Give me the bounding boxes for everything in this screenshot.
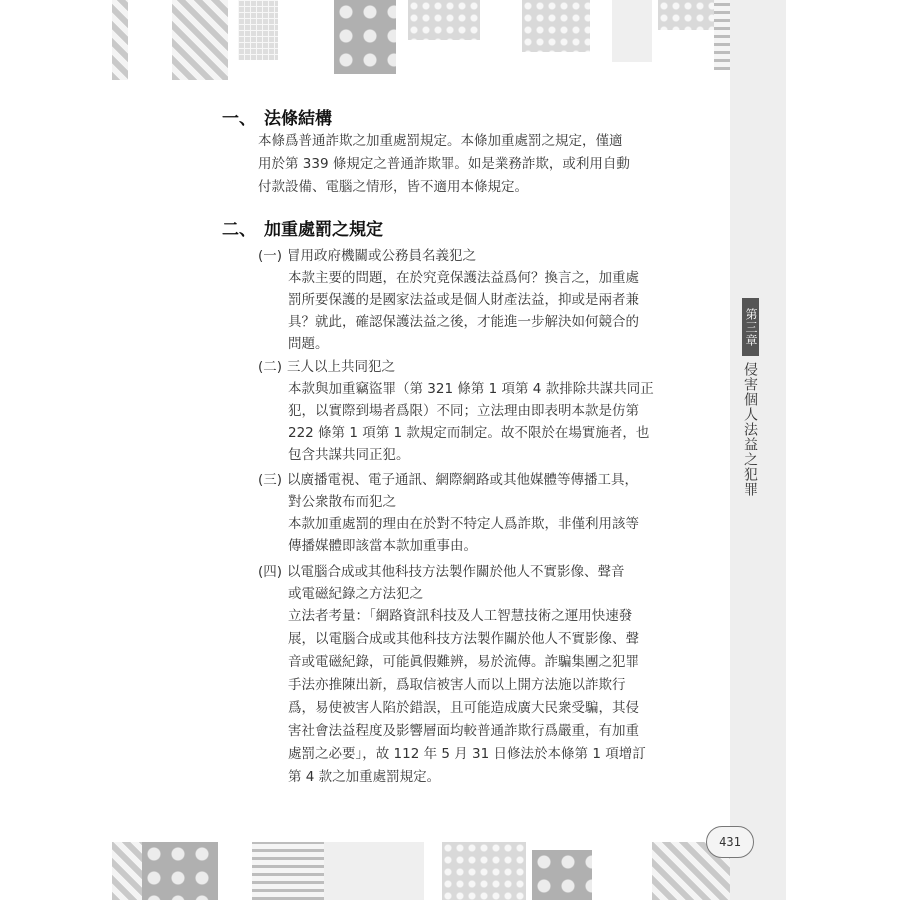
list-item: (二) 三人以上共同犯之 本款與加重竊盜罪（第 321 條第 1 項第 4 款排除共謀共同正 犯，以實際到場者爲限）不同；立法理由即表明本款是仿第 222 條第 1 項第 1 款規定而制定。故不限於在場實施者，也 包含共謀共同正犯。 [258, 356, 688, 466]
section-heading: 一、 法條結構 [222, 109, 332, 129]
item-paragraph: 本款主要的問題，在於究竟保護法益爲何？換言之，加重處 罰所要保護的是國家法益或是個人財產法益，抑或是兩者兼 具？就此，確認保護法益之後，才能進一步解決如何競合的 問題。 [288, 270, 639, 352]
item-paragraph: 立法者考量：「網路資訊科技及人工智慧技術之運用快速發 展，以電腦合成或其他科技方法製作關於他人不實影像、聲 音或電磁紀錄，可能眞假難辨，易於流傳。詐騙集團之犯罪 手法亦推陳出新，爲取信被害人而以上開方法施以詐欺行 爲，易使被害人陷於錯誤，且可能造成廣大民衆受騙，其侵 害社會法益程度及影響層面均較普通詐欺行爲嚴重，有加重 處罰之必要」，故 112 年 5 月 31 日修法於本條第 1 項增訂 第 4 款之加重處罰規定。 [288, 608, 646, 785]
list-item: (三) 以廣播電視、電子通訊、網際網路或其他媒體等傳播工具， 對公衆散布而犯之 本款加重處罰的理由在於對不特定人爲詐欺，非僅利用該等 傳播媒體即該當本款加重事由。 [258, 469, 688, 557]
list-item: (一) 冒用政府機關或公務員名義犯之 本款主要的問題，在於究竟保護法益爲何？換言之，加重處 罰所要保護的是國家法益或是個人財產法益，抑或是兩者兼 具？就此，確認保護法益之後，才能進一步解決如何競合的 問題。 [258, 245, 688, 355]
page-number: 431 [706, 826, 754, 858]
section-heading: 二、 加重處罰之規定 [222, 220, 383, 240]
item-paragraph: 本款加重處罰的理由在於對不特定人爲詐欺，非僅利用該等 傳播媒體即該當本款加重事由。 [288, 516, 639, 554]
decorative-tape-bottom [112, 842, 730, 900]
section-paragraph: 本條爲普通詐欺之加重處罰規定。本條加重處罰之規定，僅適 用於第 339 條規定之普通詐欺罪。如是業務詐欺，或利用自動 付款設備、電腦之情形，皆不適用本條規定。 [258, 133, 630, 195]
item-paragraph: 本款與加重竊盜罪（第 321 條第 1 項第 4 款排除共謀共同正 犯，以實際到場者爲限）不同；立法理由即表明本款是仿第 222 條第 1 項第 1 款規定而制定。故不限於在場實施者，也 包含共謀共同正犯。 [288, 381, 654, 463]
chapter-title: 侵害個人法益之犯罪 [742, 362, 758, 497]
list-item: (四) 以電腦合成或其他科技方法製作關於他人不實影像、聲音 或電磁紀錄之方法犯之 立法者考量：「網路資訊科技及人工智慧技術之運用快速發 展，以電腦合成或其他科技方法製作關於他人不實影像、聲 音或電磁紀錄，可能眞假難辨，易於流傳。詐騙集團之犯罪 手法亦推陳出新，爲取信被害人而以上開方法施以詐欺行 爲，易使被害人陷於錯誤，且可能造成廣大民衆受騙，其侵 害社會法益程度及影響層面均較普通詐欺行爲嚴重，有加重 處罰之必要」，故 112 年 5 月 31 日修法於本條第 1 項增訂 第 4 款之加重處罰規定。 [258, 561, 688, 789]
chapter-tab: 第三章 [742, 298, 759, 356]
decorative-tape-top [112, 0, 730, 80]
